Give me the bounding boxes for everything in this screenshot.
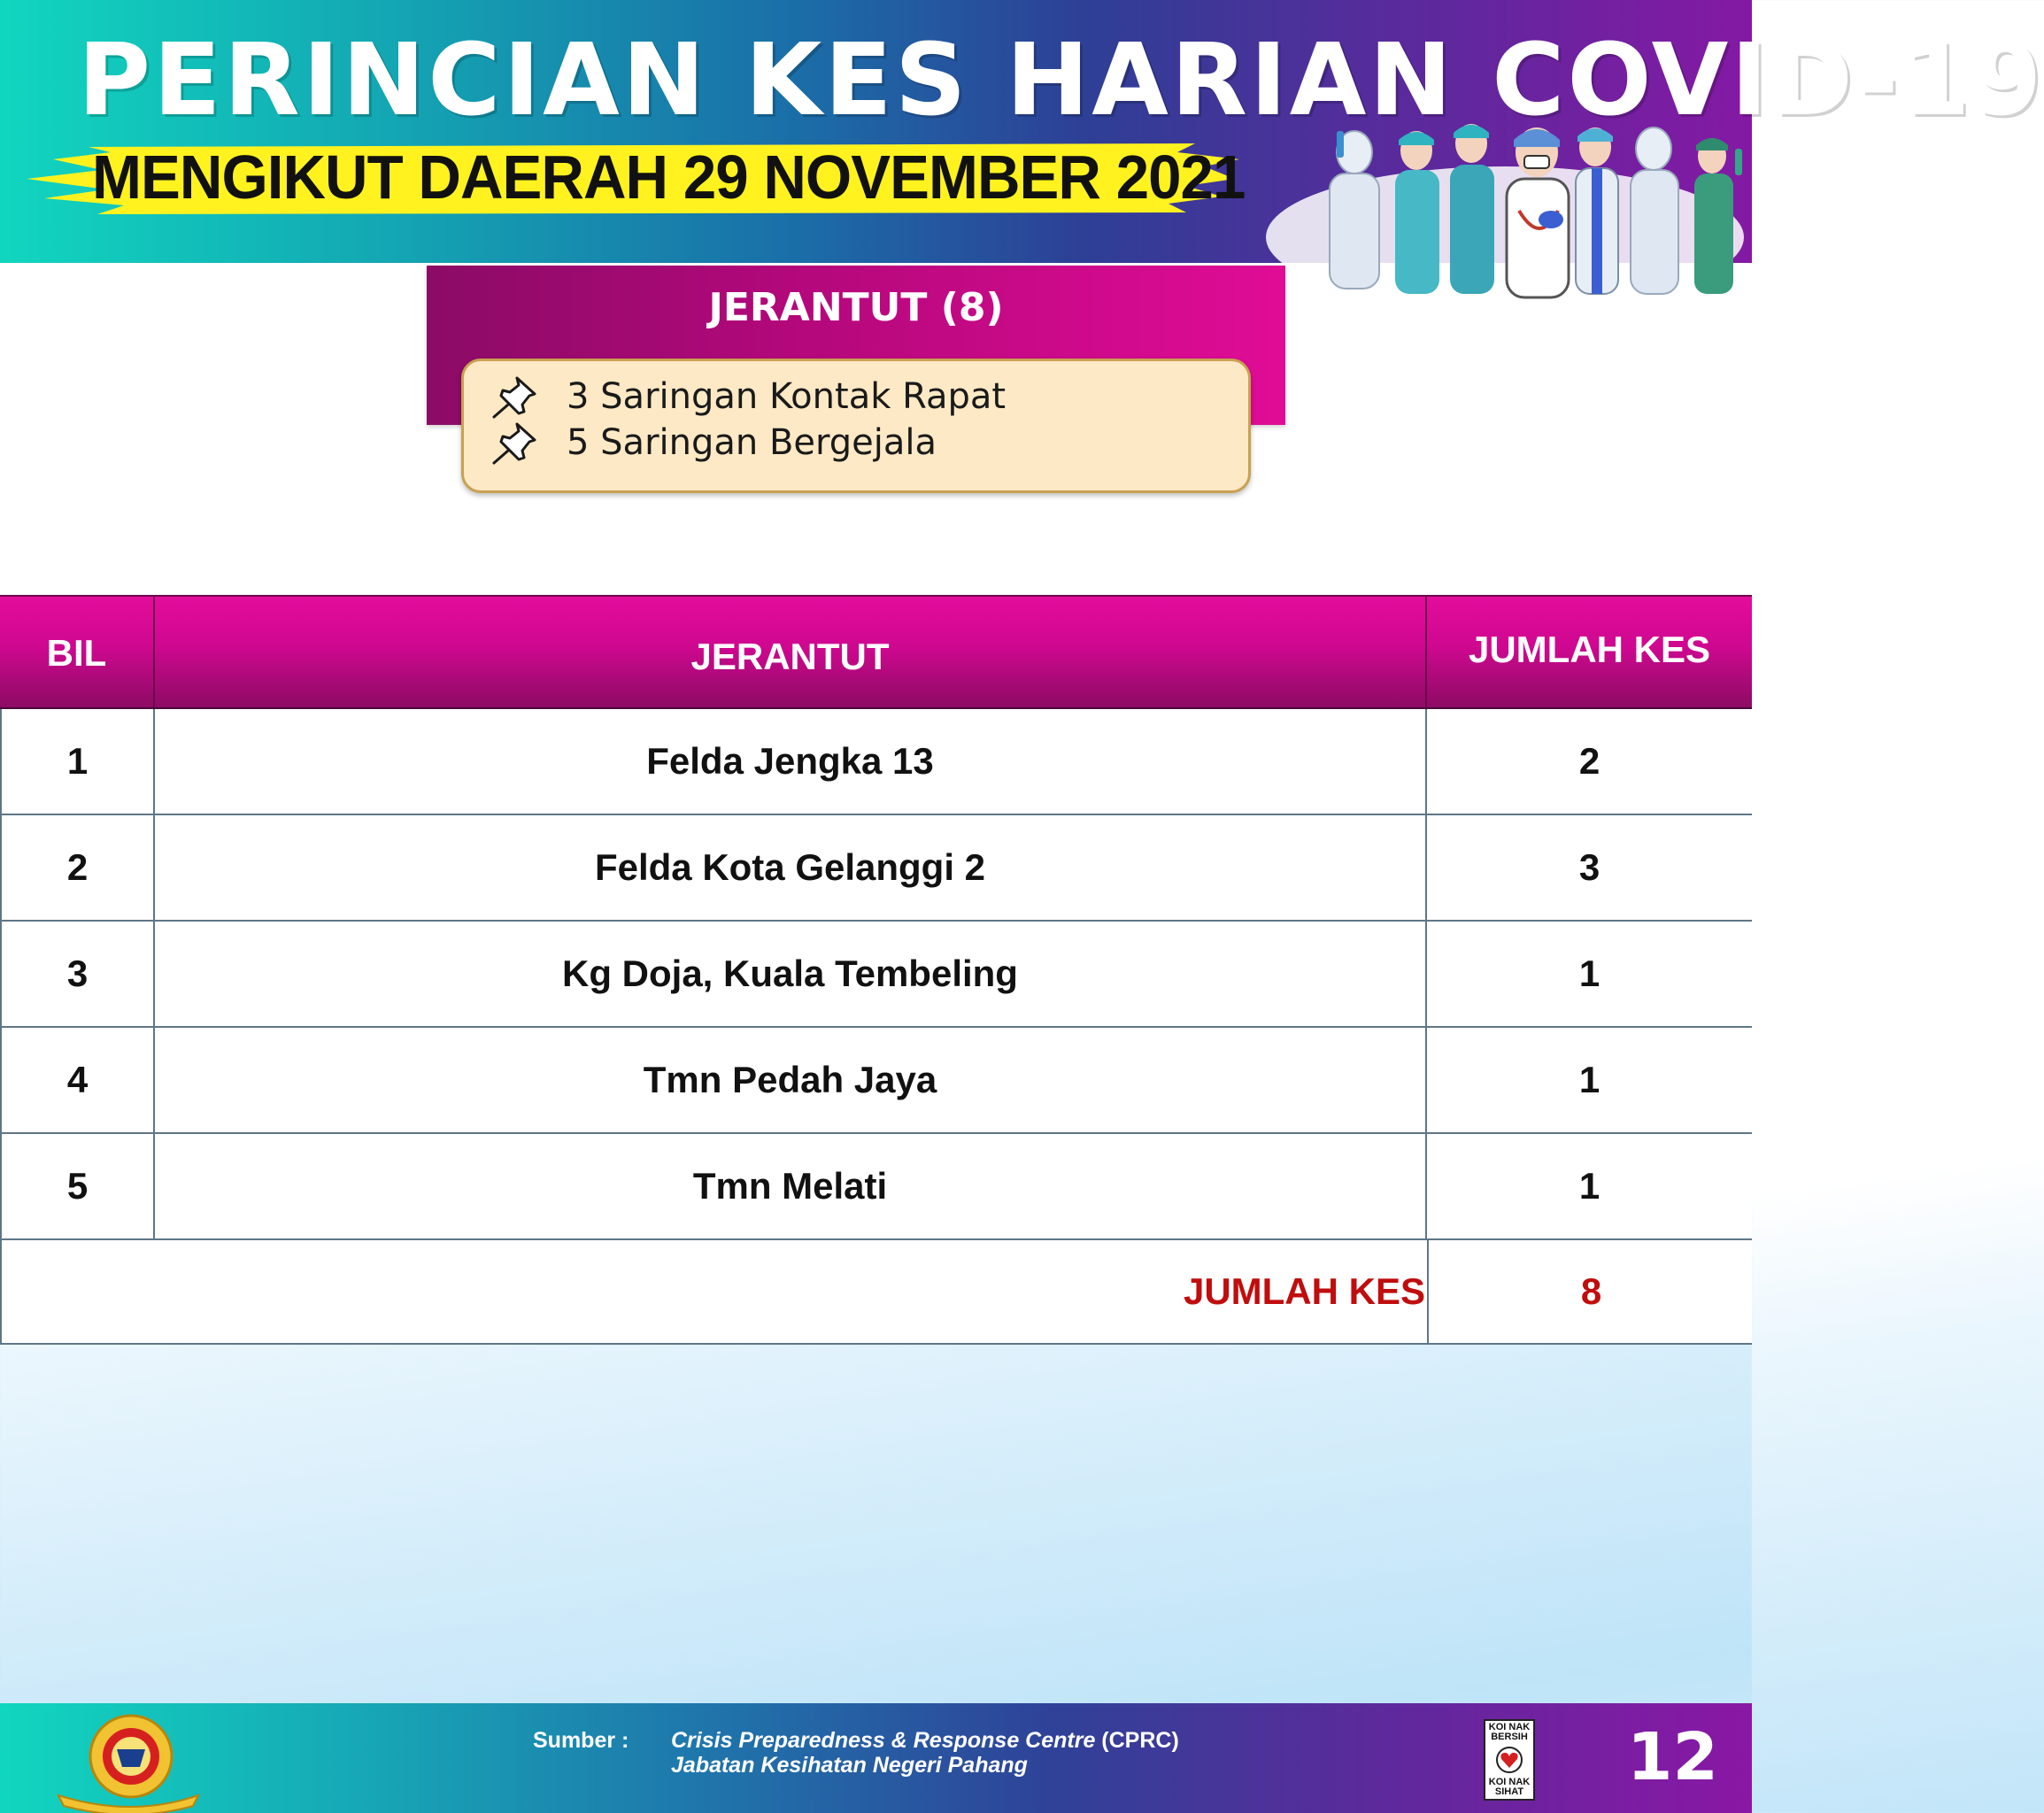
cell-bil: 4 [0,1028,155,1132]
table-total-row [0,1240,1752,1345]
table-row [0,1028,1752,1134]
koi-nak-sihat-badge [1484,1719,1535,1801]
badge-bottom-text: KOI NAK SIHAT [1488,1777,1531,1797]
note-text: 5 Saringan Bergejala [567,422,937,463]
healthcare-workers-illustration [1275,113,1752,299]
table-header [0,595,1752,709]
cell-total: 1 [1578,953,1600,994]
note-item [464,374,1248,420]
table-row [0,709,1752,815]
total-label: JUMLAH KES [2,1240,1429,1343]
cell-total: 3 [1578,846,1600,888]
heart-icon [1494,1747,1524,1773]
source-department: Jabatan Kesihatan Negeri Pahang [671,1753,1028,1778]
cell-total: 2 [1578,740,1600,782]
table-row [0,1134,1752,1240]
total-value: 8 [1580,1270,1602,1312]
cell-bil: 1 [0,709,155,814]
badge-top-text: KOI NAK BERSIH [1488,1722,1531,1742]
page-title: PERINCIAN KES HARIAN COVID-19 [78,23,2044,138]
cell-location: Kg Doja, Kuala Tembeling [155,922,1427,1026]
cell-location: Tmn Pedah Jaya [155,1028,1427,1132]
cell-bil: 3 [0,922,155,1026]
source-org-abbr: (CPRC) [1095,1728,1179,1753]
pushpin-icon [490,420,538,465]
cell-location: Tmn Melati [155,1134,1427,1238]
page-number: 12 [1627,1719,1718,1795]
column-header-total: JUMLAH KES [1468,629,1711,670]
source-label: Sumber : [533,1728,629,1753]
column-header-location: JERANTUT [155,597,1427,707]
note-item [464,420,1248,466]
cell-total: 1 [1578,1165,1600,1207]
note-text: 3 Saringan Kontak Rapat [567,376,1007,417]
district-title: JERANTUT (8) [708,285,1004,330]
pushpin-icon [490,374,538,419]
cell-bil: 2 [0,815,155,920]
cell-location: Felda Jengka 13 [155,709,1427,814]
source-org-name: Crisis Preparedness & Response Centre [671,1728,1096,1753]
page-subtitle: MENGIKUT DAERAH 29 NOVEMBER 2021 [92,143,1246,212]
cases-table [0,595,1752,1345]
table-row [0,815,1752,922]
cell-total: 1 [1578,1059,1600,1100]
cell-location: Felda Kota Gelanggi 2 [155,815,1427,920]
cell-bil: 5 [0,1134,155,1238]
footer-banner [0,1703,1752,1813]
jkn-logo [53,1710,204,1809]
source-organization [671,1728,1179,1754]
screening-notes-box [461,359,1251,493]
column-header-bil: BIL [0,597,155,707]
table-row [0,922,1752,1028]
